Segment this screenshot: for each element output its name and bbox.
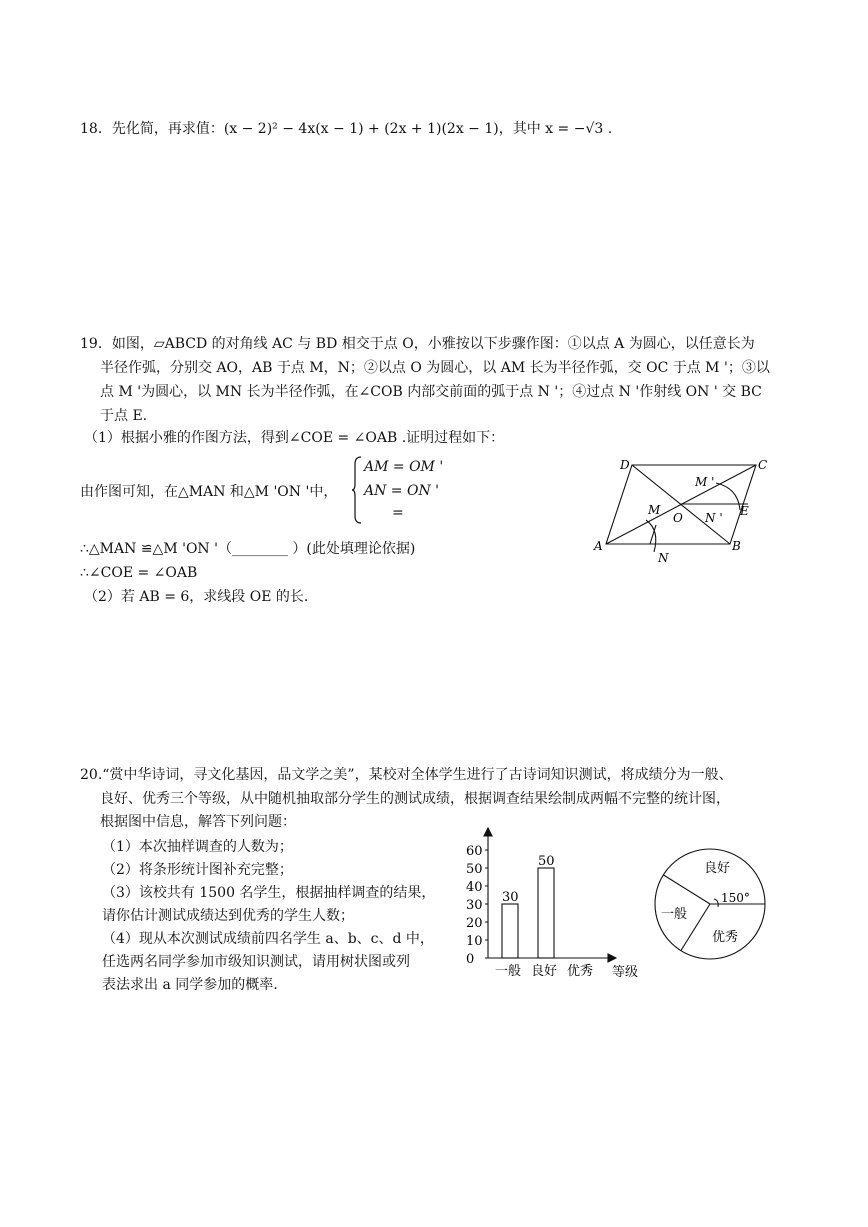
question-19-part-1: （1）根据小雅的作图方法，得到∠COE = ∠OAB .证明过程如下： bbox=[84, 430, 505, 446]
therefore-congruent: ∴△MAN ≌△M 'ON '（________ ）(此处填理论依据) bbox=[80, 541, 416, 557]
question-20-item-1: （1）本次抽样调查的人数为； bbox=[102, 839, 293, 855]
label-o: O bbox=[673, 511, 683, 525]
question-19-line-3: 点 M '为圆心，以 MN 长为半径作弧，在∠COB 内部交前面的弧于点 N '；④过点 N '作射线 ON ' 交 BC bbox=[100, 384, 762, 400]
pie-label-general: 一般 bbox=[661, 907, 688, 922]
question-20-item-4: （4）现从本次测试成绩前四名学生 a、b、c、d 中， bbox=[102, 931, 434, 947]
system-line-1: AM = OM ' bbox=[364, 459, 444, 475]
pie-label-excellent: 优秀 bbox=[712, 930, 739, 945]
label-e: E bbox=[740, 504, 749, 518]
x-category-label: 良好 bbox=[531, 964, 558, 979]
angle-arc bbox=[714, 899, 718, 907]
label-c: C bbox=[758, 458, 768, 472]
pie-chart bbox=[652, 844, 772, 964]
question-20-item-2: （2）将条形统计图补充完整； bbox=[102, 862, 293, 878]
proof-intro: 由作图可知，在△MAN 和△M 'ON '中， bbox=[80, 484, 338, 500]
x-category-label: 优秀 bbox=[567, 964, 594, 979]
y-tick-label: 40 bbox=[466, 880, 483, 895]
question-19-line-2: 半径作弧，分别交 AO，AB 于点 M，N；②以点 O 为圆心，以 AM 长为半径作弧，交 OC 于点 M '；③以 bbox=[100, 360, 770, 376]
bar-data-label: 30 bbox=[502, 890, 519, 905]
label-d: D bbox=[620, 458, 630, 472]
label-b: B bbox=[732, 539, 741, 553]
y-tick-label: 10 bbox=[466, 934, 483, 949]
system-line-2: AN = ON ' bbox=[364, 483, 440, 499]
question-19-line-1: 19．如图，▱ABCD 的对角线 AC 与 BD 相交于点 O，小雅按以下步骤作图：①以点 A 为圆心，以任意长为 bbox=[80, 336, 755, 352]
y-tick-label: 30 bbox=[466, 898, 483, 913]
bar-2 bbox=[538, 868, 554, 958]
y-tick-label: 50 bbox=[466, 862, 483, 877]
label-m-prime: M ' bbox=[695, 475, 715, 489]
bar-1 bbox=[502, 904, 518, 958]
question-20-item-3b: 请你估计测试成绩达到优秀的学生人数； bbox=[102, 908, 354, 924]
question-20-line-3: 根据图中信息，解答下列问题： bbox=[100, 814, 296, 830]
label-m: M bbox=[648, 503, 661, 517]
bar-chart bbox=[462, 826, 652, 982]
therefore-angle: ∴∠COE = ∠OAB bbox=[80, 565, 198, 581]
question-20-item-3: （3）该校共有 1500 名学生，根据抽样调查的结果， bbox=[102, 885, 436, 901]
pie-divider-1 bbox=[663, 875, 710, 904]
pie-angle-annotation: 150° bbox=[721, 891, 750, 905]
pie-label-good: 良好 bbox=[704, 861, 731, 876]
question-20-line-2: 良好、优秀三个等级，从中随机抽取部分学生的测试成绩，根据调查结果绘制成两幅不完整的统计图， bbox=[100, 791, 730, 807]
question-18: 18．先化简，再求值：(x − 2)² − 4x(x − 1) + (2x + 1)(2x − 1)，其中 x = −√3 . bbox=[80, 121, 613, 137]
label-n-prime: N ' bbox=[705, 511, 723, 525]
x-category-label: 一般 bbox=[495, 964, 522, 979]
arc-o bbox=[716, 483, 740, 510]
question-19-line-4: 于点 E. bbox=[100, 408, 148, 424]
parallelogram-figure bbox=[588, 452, 788, 568]
question-20-item-4b: 任选两名同学参加市级知识测试，请用树状图或列 bbox=[102, 954, 410, 970]
question-19-part-2: （2）若 AB = 6，求线段 OE 的长. bbox=[84, 589, 309, 605]
y-axis-arrow bbox=[484, 828, 492, 836]
y-tick-label: 60 bbox=[466, 844, 483, 859]
arc-a bbox=[646, 520, 656, 552]
bar-data-label: 50 bbox=[538, 854, 555, 869]
y-tick-label: 20 bbox=[466, 916, 483, 931]
question-20-item-4c: 表法求出 a 同学参加的概率. bbox=[102, 977, 278, 993]
system-line-3: = bbox=[392, 505, 404, 521]
brace-icon bbox=[352, 456, 362, 524]
label-a: A bbox=[594, 539, 603, 553]
x-axis-label: 等级 bbox=[612, 965, 639, 980]
y-tick-label: 0 bbox=[466, 952, 475, 967]
x-axis-arrow bbox=[608, 954, 616, 962]
label-n: N bbox=[658, 551, 669, 565]
question-20-line-1: 20.“赏中华诗词，寻文化基因，品文学之美”，某校对全体学生进行了古诗词知识测试，将成绩分为一般、 bbox=[80, 767, 733, 783]
